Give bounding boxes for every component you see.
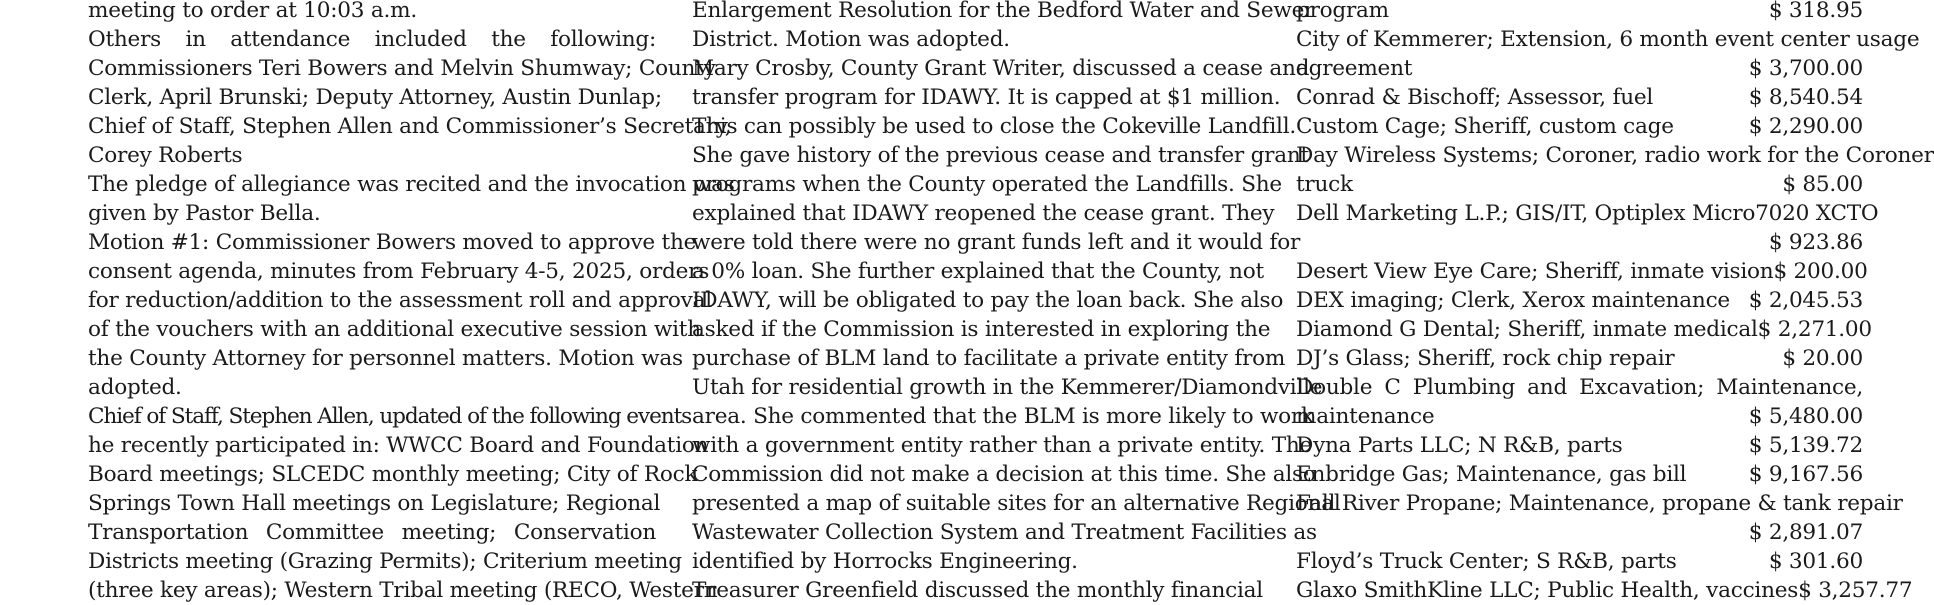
voucher-line xyxy=(1296,518,1863,547)
voucher-description: agreement xyxy=(1296,56,1413,81)
text-line: Corey Roberts xyxy=(88,143,243,168)
voucher-line xyxy=(1296,344,1863,373)
voucher-line xyxy=(1296,25,1920,54)
voucher-description: Floyd’s Truck Center; S R&B, parts xyxy=(1296,549,1677,574)
text-line: This can possibly be used to close the Cokeville Landfill. xyxy=(692,114,1296,139)
text-line: Motion #1: Commissioner Bowers moved to approve the xyxy=(88,230,697,255)
voucher-line xyxy=(1296,373,1863,402)
voucher-line xyxy=(1296,199,1879,228)
voucher-amount: $ 9,167.56 xyxy=(1748,462,1863,487)
text-line: he recently participated in: WWCC Board and Foundation xyxy=(88,433,709,458)
text-line: (three key areas); Western Tribal meeting (RECO, Western xyxy=(88,578,718,603)
text-line: given by Pastor Bella. xyxy=(88,201,321,226)
text-line: asked if the Commission is interested in exploring the xyxy=(692,317,1271,342)
voucher-line xyxy=(1296,315,1872,344)
text-line: with a government entity rather than a private entity. The xyxy=(692,433,1313,458)
voucher-description: DEX imaging; Clerk, Xerox maintenance xyxy=(1296,288,1730,313)
text-line: programs when the County operated the Landfills. She xyxy=(692,172,1282,197)
voucher-line xyxy=(1296,228,1863,257)
voucher-line xyxy=(1296,257,1868,286)
text-line: Others in attendance included the following: xyxy=(88,27,656,52)
text-line: Wastewater Collection System and Treatment Facilities as xyxy=(692,520,1317,545)
voucher-amount: $ 3,257.77 xyxy=(1798,578,1913,603)
voucher-amount: $ 5,139.72 xyxy=(1748,433,1863,458)
text-line: Clerk, April Brunski; Deputy Attorney, Austin Dunlap; xyxy=(88,85,662,110)
voucher-line xyxy=(1296,170,1863,199)
text-line: District. Motion was adopted. xyxy=(692,27,1010,52)
text-line: Mary Crosby, County Grant Writer, discussed a cease and xyxy=(692,56,1310,81)
text-line: IDAWY, will be obligated to pay the loan back. She also xyxy=(692,288,1284,313)
voucher-line xyxy=(1296,547,1863,576)
text-line: were told there were no grant funds left and it would for xyxy=(692,230,1301,255)
voucher-amount: $ 318.95 xyxy=(1768,0,1863,23)
voucher-description: DJ’s Glass; Sheriff, rock chip repair xyxy=(1296,346,1675,371)
voucher-line xyxy=(1296,460,1863,489)
voucher-description: Glaxo SmithKline LLC; Public Health, vaccines xyxy=(1296,578,1799,603)
column-1 xyxy=(88,0,735,605)
voucher-line xyxy=(1296,402,1863,431)
text-line: purchase of BLM land to facilitate a private entity from xyxy=(692,346,1286,371)
column-3-voucher-list xyxy=(1296,0,1934,605)
voucher-line xyxy=(1296,576,1913,605)
voucher-description: program xyxy=(1296,0,1389,23)
voucher-description: truck xyxy=(1296,172,1353,197)
voucher-amount: $ 200.00 xyxy=(1773,259,1868,284)
voucher-description: Diamond G Dental; Sheriff, inmate medical xyxy=(1296,317,1758,342)
text-line: the County Attorney for personnel matters. Motion was xyxy=(88,346,683,371)
voucher-description: Fall River Propane; Maintenance, propane & tank repair xyxy=(1296,491,1903,516)
voucher-amount: $ 5,480.00 xyxy=(1748,404,1863,429)
text-line: presented a map of suitable sites for an alternative Regional xyxy=(692,491,1341,516)
voucher-line xyxy=(1296,141,1934,170)
text-line: Chief of Staff, Stephen Allen and Commissioner’s Secretary, xyxy=(88,114,732,139)
text-line: explained that IDAWY reopened the cease grant. They xyxy=(692,201,1275,226)
text-line: Treasurer Greenfield discussed the monthly financial xyxy=(692,578,1263,603)
voucher-amount: $ 85.00 xyxy=(1782,172,1863,197)
text-line: transfer program for IDAWY. It is capped at $1 million. xyxy=(692,85,1281,110)
text-line: Commission did not make a decision at this time. She also xyxy=(692,462,1316,487)
voucher-description: Custom Cage; Sheriff, custom cage xyxy=(1296,114,1674,139)
voucher-amount: $ 301.60 xyxy=(1768,549,1863,574)
text-line: adopted. xyxy=(88,375,182,400)
text-line: meeting to order at 10:03 a.m. xyxy=(88,0,417,23)
voucher-amount: $ 2,290.00 xyxy=(1748,114,1863,139)
text-line: Commissioners Teri Bowers and Melvin Shumway; County xyxy=(88,56,716,81)
voucher-description: City of Kemmerer; Extension, 6 month event center usage xyxy=(1296,27,1920,52)
voucher-line xyxy=(1296,431,1863,460)
voucher-description: Day Wireless Systems; Coroner, radio work for the Coroner xyxy=(1296,143,1934,168)
voucher-amount: $ 2,271.00 xyxy=(1757,317,1872,342)
text-line: The pledge of allegiance was recited and the invocation was xyxy=(88,172,735,197)
text-line: Districts meeting (Grazing Permits); Criterium meeting xyxy=(88,549,682,574)
voucher-amount: $ 3,700.00 xyxy=(1748,56,1863,81)
voucher-description: maintenance xyxy=(1296,404,1435,429)
text-line: Utah for residential growth in the Kemmerer/Diamondville xyxy=(692,375,1323,400)
text-line: of the vouchers with an additional executive session with xyxy=(88,317,701,342)
text-line: Chief of Staff, Stephen Allen, updated of the following events xyxy=(88,404,692,429)
voucher-amount: $ 20.00 xyxy=(1782,346,1863,371)
text-line: Board meetings; SLCEDC monthly meeting; City of Rock xyxy=(88,462,698,487)
voucher-description: Double C Plumbing and Excavation; Maintenance, xyxy=(1296,375,1863,400)
voucher-description: Dyna Parts LLC; N R&B, parts xyxy=(1296,433,1623,458)
voucher-line xyxy=(1296,0,1863,25)
voucher-line xyxy=(1296,83,1863,112)
voucher-description: Desert View Eye Care; Sheriff, inmate vision xyxy=(1296,259,1774,284)
voucher-description: Enbridge Gas; Maintenance, gas bill xyxy=(1296,462,1687,487)
voucher-amount: $ 8,540.54 xyxy=(1748,85,1863,110)
text-line: consent agenda, minutes from February 4-5, 2025, orders xyxy=(88,259,710,284)
voucher-line xyxy=(1296,489,1903,518)
voucher-line xyxy=(1296,112,1863,141)
text-line: Springs Town Hall meetings on Legislature; Regional xyxy=(88,491,661,516)
text-line: for reduction/addition to the assessment roll and approval xyxy=(88,288,712,313)
voucher-amount: $ 2,891.07 xyxy=(1748,520,1863,545)
voucher-line xyxy=(1296,286,1863,315)
text-line: She gave history of the previous cease and transfer grant xyxy=(692,143,1309,168)
text-line: identified by Horrocks Engineering. xyxy=(692,549,1078,574)
voucher-description: Conrad & Bischoff; Assessor, fuel xyxy=(1296,85,1654,110)
text-line: a 0% loan. She further explained that the County, not xyxy=(692,259,1264,284)
voucher-description: Dell Marketing L.P.; GIS/IT, Optiplex Micro7020 XCTO xyxy=(1296,201,1879,226)
voucher-line xyxy=(1296,54,1863,83)
text-line: Transportation Committee meeting; Conservation xyxy=(88,520,656,545)
text-line: area. She commented that the BLM is more likely to work xyxy=(692,404,1314,429)
voucher-amount: $ 923.86 xyxy=(1768,230,1863,255)
text-line: Enlargement Resolution for the Bedford Water and Sewer xyxy=(692,0,1315,23)
voucher-amount: $ 2,045.53 xyxy=(1748,288,1863,313)
